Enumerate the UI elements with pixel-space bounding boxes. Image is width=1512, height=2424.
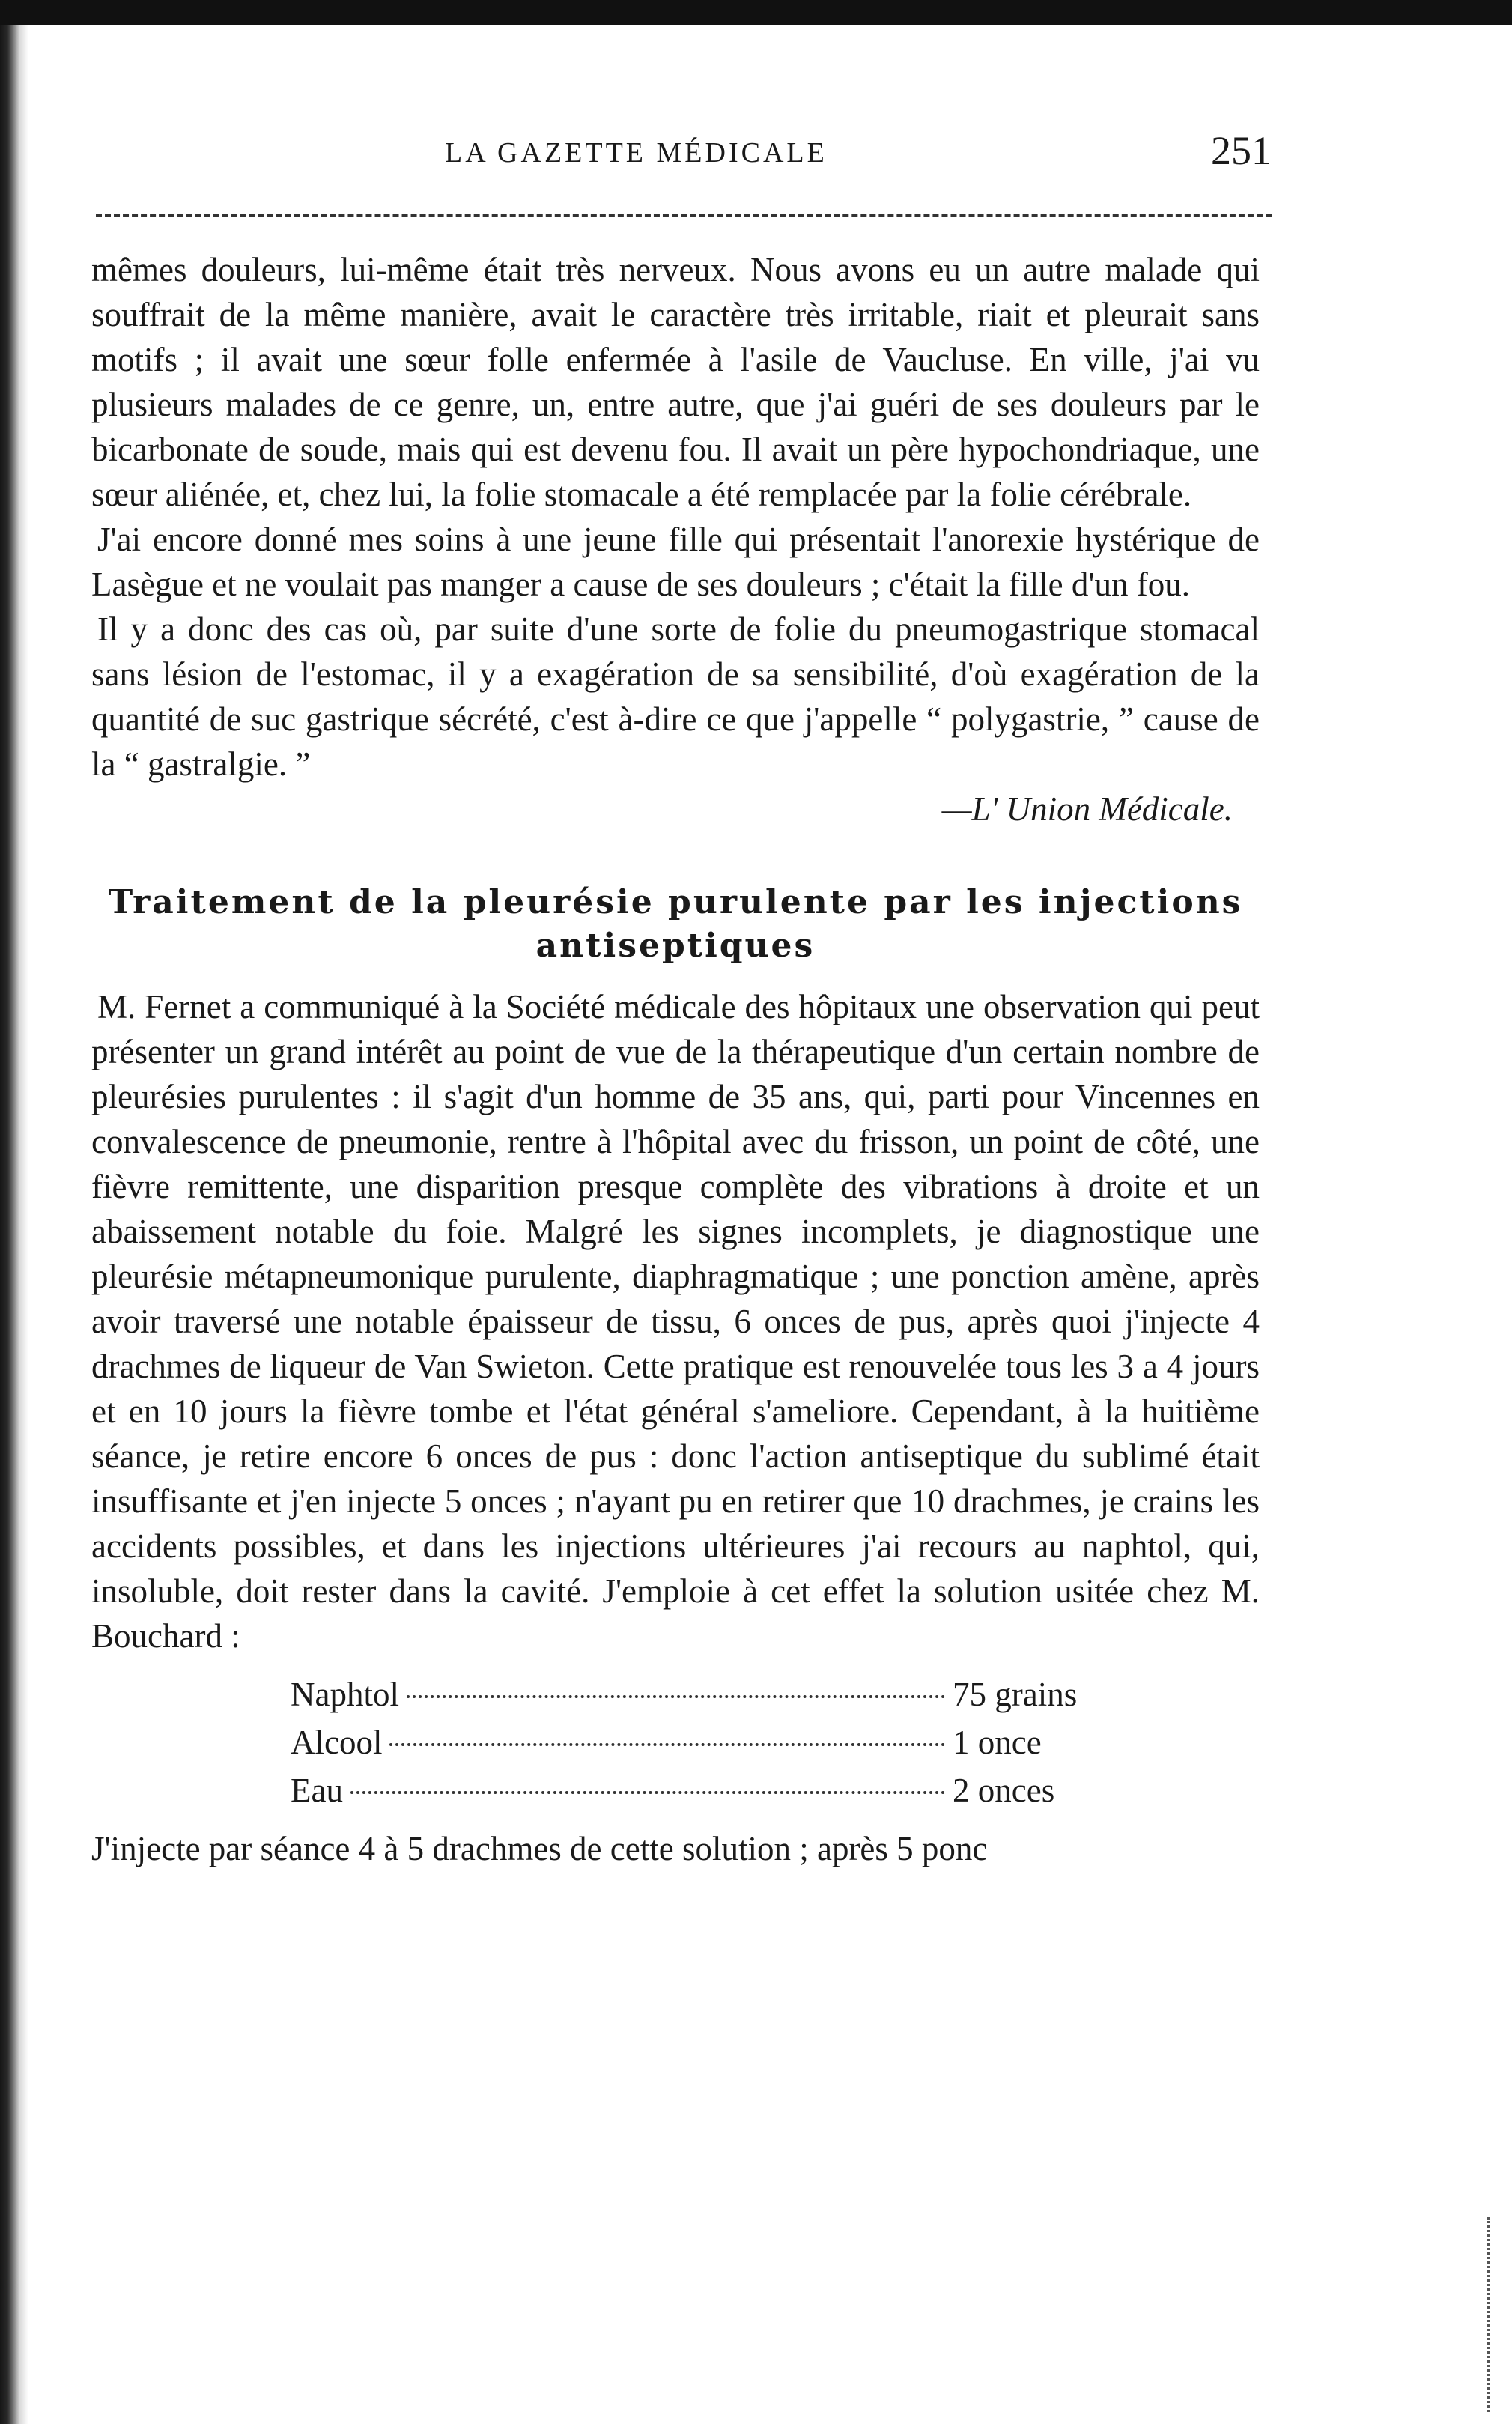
recipe-quantity: 2 onces <box>953 1772 1055 1809</box>
paragraph: M. Fernet a communiqué à la Société médicale des hôpitaux une observation qui peut présenter un grand intérêt au point de vue de la thérapeutique d'un certain nombre de pleurésies purulentes : il s'agit d'un homme de 35 ans, qui, parti pour Vincennes en convalescence de pneumonie, rentre à l'hôpital avec du frisson, un point de côté, une fièvre remittente, une disparition presque complète des vibrations à droite et un abaissement notable du foie. Malgré les signes incomplets, je diagnostique une pleurésie métapneumonique purulente, diaphragmatique ; une ponction amène, après avoir traversé une notable épaisseur de tissu, 6 onces de pus, après quoi j'injecte 4 drachmes de liqueur de Van Swieton. Cette pratique est renouvelée tous les 3 a 4 jours et en 10 jours la fièvre tombe et l'état général s'ameliore. Cependant, à la huitième séance, je retire encore 6 onces de pus : donc l'action antiseptique du sublimé était insuffisante et j'en injecte 5 onces ; n'ayant pu en retirer que 10 drachmes, je crains les accidents possibles, et dans les injections ultérieures j'ai recours au naphtol, qui, insoluble, doit rester dans la cavité. J'emploie à cet effet la solution usitée chez M. Bouchard : <box>91 988 1260 1655</box>
source-attribution: —L' Union Médicale. <box>941 790 1233 828</box>
recipe-row <box>291 1720 1087 1768</box>
scan-right-specks <box>1487 2217 1496 2412</box>
scan-top-border <box>0 0 1512 25</box>
leader-dots <box>350 1791 945 1794</box>
recipe-row <box>291 1672 1087 1720</box>
leader-dots <box>389 1743 945 1746</box>
section-heading: Traitement de la pleurésie purulente par les injections antiseptiques <box>108 883 1243 965</box>
recipe-table <box>91 1672 1260 1816</box>
recipe-quantity: 75 grains <box>953 1676 1078 1713</box>
recipe-ingredient: Eau <box>291 1772 343 1809</box>
running-title: LA GAZETTE MÉDICALE <box>445 137 828 169</box>
paragraph: J'ai encore donné mes soins à une jeune fille qui présentait l'anorexie hystérique de Lasègue et ne voulait pas manger a cause de ses douleurs ; c'était la fille d'un fou. <box>91 521 1260 603</box>
recipe-ingredient: Naphtol <box>291 1676 399 1713</box>
header-divider <box>96 214 1272 217</box>
recipe-ingredient: Alcool <box>291 1724 383 1761</box>
paragraph: mêmes douleurs, lui-même était très nerveux. Nous avons eu un autre malade qui souffrait de la même manière, avait le caractère très irritable, riait et pleurait sans motifs ; il avait une sœur folle enfermée à l'asile de Vaucluse. En ville, j'ai vu plusieurs malades de ce genre, un, entre autre, que j'ai guéri de ses douleurs par le bicarbonate de soude, mais qui est devenu fou. Il avait un père hypochondriaque, une sœur aliénée, et, chez lui, la folie stomacale a été remplacée par la folie cérébrale. <box>91 251 1260 513</box>
running-head <box>96 127 1272 187</box>
page-body <box>91 247 1260 1871</box>
recipe-row <box>291 1768 1087 1816</box>
leader-dots <box>407 1695 945 1698</box>
page-number: 251 <box>1211 128 1272 173</box>
recipe-quantity: 1 once <box>953 1724 1042 1761</box>
scan-left-border <box>0 25 28 2424</box>
paragraph: Il y a donc des cas où, par suite d'une sorte de folie du pneumogastrique stomacal sans lésion de l'estomac, il y a exagération de sa sensibilité, d'où exagération de la quantité de suc gastrique sécrété, c'est à-dire ce que j'appelle “ polygastrie, ” cause de la “ gastralgie. ” <box>91 610 1260 783</box>
paragraph: J'injecte par séance 4 à 5 drachmes de cette solution ; après 5 ponc <box>91 1830 988 1867</box>
